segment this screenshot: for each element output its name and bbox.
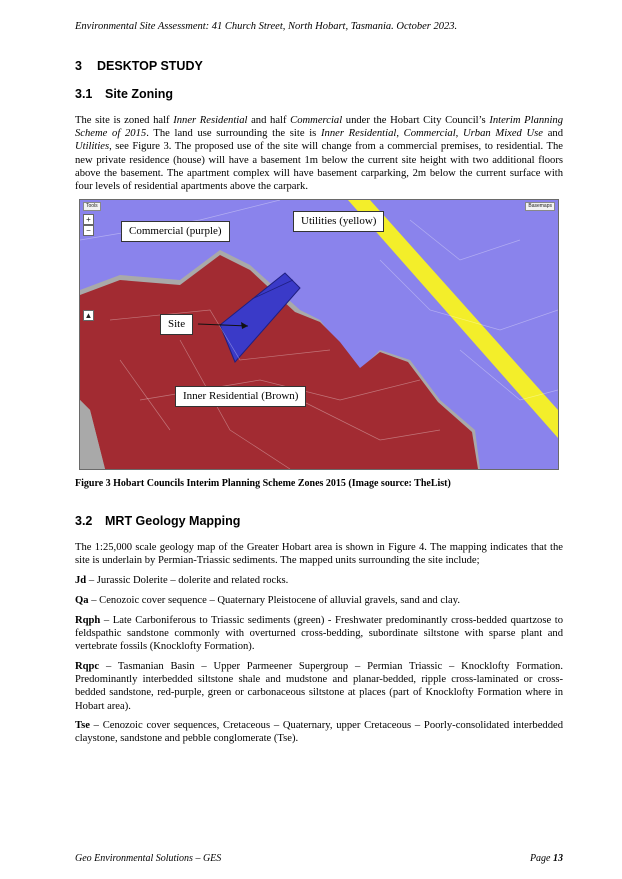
zoom-in-button[interactable]: + bbox=[83, 214, 94, 225]
geology-unit: Jd – Jurassic Dolerite – dolerite and related rocks. bbox=[75, 575, 289, 586]
north-arrow-icon[interactable]: ▲ bbox=[84, 311, 93, 320]
geology-unit: Tse – Cenozoic cover sequences, Cretaceous – Quaternary, upper Cretaceous – Poorly-consolidated interbedded claystone, sandstone and pebble conglomerate (Tse). bbox=[75, 720, 563, 745]
site-zoning-paragraph: The site is zoned half Inner Residential and half Commercial under the Hobart City Council’s Interim Planning Scheme of 2015. The land use surrounding the site is Inner Residential, Commercial, Urban Mixed Use and Utilities, see Figure 3. The proposed use of the site will change from a commercial premises, to residential. The new private residence (house) will have a basement 1m below the current site height with two additional floors above the basement. The apartment complex will have basement carparking, 2m below the current surface with four levels of residential apartments above the carpark. bbox=[75, 115, 564, 193]
subsection-number: 3.1 bbox=[75, 87, 93, 101]
geology-unit: Rqpc – Tasmanian Basin – Upper Parmeener Supergroup – Permian Triassic – Knocklofty Formation. Predominantly interbedded siltstone shale and mudstone and planar-bedded, ripple cross-laminated or cross-bedded sandstone, red-purple, green or carbonaceous siltstone at places (part of Knocklofty Formation where in Hobart area). bbox=[75, 661, 563, 712]
tools-button[interactable]: Tools bbox=[83, 202, 101, 211]
site-label: Site bbox=[160, 314, 193, 335]
page-header: Environmental Site Assessment: 41 Church Street, North Hobart, Tasmania. October 2023. bbox=[75, 21, 458, 32]
page-footer bbox=[75, 853, 563, 865]
zoom-out-button[interactable]: − bbox=[83, 225, 94, 236]
footer-page: Page 13 bbox=[529, 853, 563, 864]
footer-company: Geo Environmental Solutions – GES bbox=[75, 853, 222, 864]
commercial-label: Commercial (purple) bbox=[121, 221, 230, 242]
subsection-heading-geology bbox=[75, 514, 240, 528]
subsection-heading-zoning bbox=[75, 87, 173, 101]
basemaps-button[interactable]: Basemaps bbox=[525, 202, 555, 211]
zoning-map bbox=[79, 199, 559, 470]
geology-unit: Rqph – Late Carboniferous to Triassic sediments (green) - Freshwater predominantly cross-bedded quartzose to feldspathic sandstone commonly with overturned cross-bedding, subordinate siltstone with sparse plant and vertebrate fossils (Knocklofty Formation). bbox=[75, 615, 563, 653]
subsection-title: MRT Geology Mapping bbox=[105, 514, 241, 528]
figure-caption: Figure 3 Hobart Councils Interim Planning Scheme Zones 2015 (Image source: TheList) bbox=[75, 478, 451, 489]
subsection-title: Site Zoning bbox=[105, 87, 174, 101]
utilities-label: Utilities (yellow) bbox=[293, 211, 384, 232]
geology-unit: Qa – Cenozoic cover sequence – Quaternary Pleistocene of alluvial gravels, sand and clay. bbox=[75, 595, 460, 606]
inner-residential-label: Inner Residential (Brown) bbox=[175, 386, 306, 407]
geology-intro: The 1:25,000 scale geology map of the Greater Hobart area is shown in Figure 4. The mapping indicates that the site is underlain by Permian-Triassic sediments. The mapped units surrounding the site include; bbox=[75, 542, 563, 567]
section-heading bbox=[75, 59, 203, 73]
section-number: 3 bbox=[75, 59, 82, 73]
subsection-number: 3.2 bbox=[75, 514, 93, 528]
page-number: 13 bbox=[553, 853, 563, 864]
section-title: DESKTOP STUDY bbox=[97, 59, 203, 73]
